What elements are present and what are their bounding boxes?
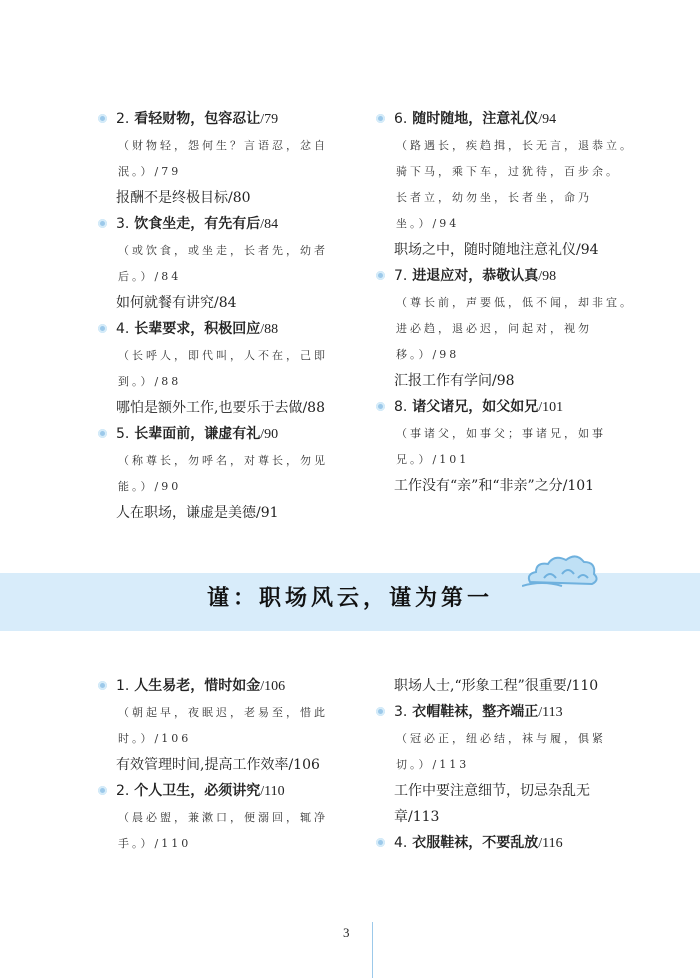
toc-entry[interactable]	[88, 211, 358, 316]
toc-entry-quote: （或饮食，或坐走，长者先，幼者	[118, 244, 328, 257]
toc-entry[interactable]	[366, 394, 636, 499]
toc-entry-number: 2.	[116, 111, 130, 127]
bullet-dot-icon	[98, 786, 107, 795]
bullet-dot-icon	[98, 219, 107, 228]
toc-entry-title: 衣服鞋袜，不要乱放	[412, 835, 539, 851]
toc-entry-quote: 后。）/84	[118, 270, 182, 283]
toc-bottom-left-column	[88, 673, 358, 857]
toc-entry-heading[interactable]	[394, 394, 636, 421]
toc-entry-quote: （长呼人，即代叫，人不在，己即	[118, 349, 328, 362]
toc-entry-quote: （路遇长，疾趋揖，长无言，退恭立。	[396, 139, 634, 152]
toc-entry[interactable]	[88, 316, 358, 421]
toc-subentry[interactable]: 工作中要注意细节，切忌杂乱无	[394, 783, 590, 799]
toc-entry-title: 衣帽鞋袜，整齐端正	[412, 704, 539, 720]
toc-entry-quote: 切。）/113	[396, 758, 470, 771]
toc-entry-page: /94	[538, 112, 557, 127]
toc-continued-line	[366, 673, 636, 699]
toc-subentry[interactable]: 章/113	[394, 809, 440, 825]
toc-entry[interactable]	[88, 421, 358, 526]
toc-entry-number: 6.	[394, 111, 408, 127]
toc-entry-page: /116	[538, 836, 563, 851]
toc-entry-quote: （尊长前，声要低，低不闻，却非宜。	[396, 296, 634, 309]
bullet-dot-icon	[376, 838, 385, 847]
toc-entry-heading[interactable]	[116, 211, 358, 238]
toc-bottom-right-column	[366, 673, 636, 857]
toc-entry-title: 长辈要求，积极回应	[134, 321, 261, 337]
toc-subentry[interactable]: 工作没有“亲”和“非亲”之分/101	[394, 478, 595, 494]
bullet-dot-icon	[98, 681, 107, 690]
toc-entry-page: /113	[538, 705, 563, 720]
toc-entry-title: 人生易老，惜时如金	[134, 678, 261, 694]
toc-entry[interactable]	[88, 673, 358, 778]
toc-entry-number: 4.	[394, 835, 408, 851]
toc-entry-quote: （朝起早，夜眠迟，老易至，惜此	[118, 706, 328, 719]
toc-entry-heading[interactable]	[116, 316, 358, 343]
toc-entry-number: 3.	[116, 216, 130, 232]
toc-entry-quote: 时。）/106	[118, 732, 192, 745]
toc-entry-quote: 进必趋，退必迟，问起对，视勿	[396, 322, 592, 335]
toc-entry-title: 随时随地，注意礼仪	[412, 111, 539, 127]
toc-entry[interactable]	[366, 830, 636, 857]
toc-entry-quote: （冠必正，纽必结，袜与履，俱紧	[396, 732, 606, 745]
toc-entry[interactable]	[366, 699, 636, 830]
toc-entry-quote: 坐。）/94	[396, 217, 460, 230]
toc-entry-heading[interactable]	[116, 778, 358, 805]
toc-entry-quote: （称尊长，勿呼名，对尊长，勿见	[118, 454, 328, 467]
toc-entry-page: /79	[260, 112, 279, 127]
page-number: 3	[343, 925, 350, 940]
toc-entry-quote: 长者立，幼勿坐，长者坐，命乃	[396, 191, 592, 204]
toc-entry-number: 7.	[394, 268, 408, 284]
toc-entry[interactable]	[88, 106, 358, 211]
toc-entry-quote: （财物轻，怨何生？言语忍，忿自	[118, 139, 328, 152]
toc-entry-heading[interactable]	[116, 673, 358, 700]
toc-entry-heading[interactable]	[116, 421, 358, 448]
toc-entry-heading[interactable]	[394, 699, 636, 726]
section-title: 谨：职场风云，谨为第一	[206, 585, 493, 611]
toc-entry-quote: 到。）/88	[118, 375, 182, 388]
toc-entry-quote: 能。）/90	[118, 480, 182, 493]
toc-entry-title: 个人卫生，必须讲究	[134, 783, 261, 799]
toc-subentry[interactable]: 报酬不是终极目标/80	[116, 190, 251, 206]
toc-entry-number: 4.	[116, 321, 130, 337]
toc-entry-title: 进退应对，恭敬认真	[412, 268, 539, 284]
toc-top-right-column	[366, 106, 636, 499]
toc-subentry: 职场人士,“形象工程”很重要/110	[394, 678, 599, 694]
toc-entry-number: 3.	[394, 704, 408, 720]
bullet-dot-icon	[98, 324, 107, 333]
toc-entry-page: /88	[260, 322, 279, 337]
toc-entry-heading[interactable]	[394, 263, 636, 290]
toc-entry[interactable]	[366, 263, 636, 394]
toc-entry-quote: 兄。）/101	[396, 453, 470, 466]
toc-entry-page: /106	[260, 679, 286, 694]
toc-subentry[interactable]: 哪怕是额外工作,也要乐于去做/88	[116, 400, 325, 416]
toc-entry-quote: （事诸父，如事父；事诸兄，如事	[396, 427, 606, 440]
bullet-dot-icon	[376, 271, 385, 280]
toc-entry-heading[interactable]	[394, 830, 636, 857]
toc-entry-quote: 手。）/110	[118, 837, 192, 850]
toc-entry-page: /84	[260, 217, 279, 232]
toc-entry-quote: 移。）/98	[396, 348, 460, 361]
toc-subentry[interactable]: 人在职场，谦虚是美德/91	[116, 505, 279, 521]
bullet-dot-icon	[376, 707, 385, 716]
toc-entry-title: 长辈面前，谦虚有礼	[134, 426, 261, 442]
bullet-dot-icon	[376, 114, 385, 123]
toc-entry-number: 1.	[116, 678, 130, 694]
toc-entry-quote: 骑下马，乘下车，过犹待，百步余。	[396, 165, 620, 178]
toc-entry-title: 看轻财物，包容忍让	[134, 111, 261, 127]
toc-subentry[interactable]: 有效管理时间,提高工作效率/106	[116, 757, 320, 773]
toc-subentry[interactable]: 汇报工作有学问/98	[394, 373, 515, 389]
toc-entry-number: 5.	[116, 426, 130, 442]
toc-entry-page: /90	[260, 427, 279, 442]
toc-entry-title: 饮食坐走，有先有后	[134, 216, 261, 232]
toc-subentry[interactable]: 如何就餐有讲究/84	[116, 295, 237, 311]
toc-entry-number: 8.	[394, 399, 408, 415]
toc-subentry[interactable]: 职场之中，随时随地注意礼仪/94	[394, 242, 599, 258]
toc-entry-page: /101	[538, 400, 564, 415]
toc-entry-page: /110	[260, 784, 285, 799]
toc-entry-number: 2.	[116, 783, 130, 799]
toc-top-left-column	[88, 106, 358, 526]
bullet-dot-icon	[98, 114, 107, 123]
toc-entry-title: 诸父诸兄，如父如兄	[412, 399, 539, 415]
toc-entry[interactable]	[366, 106, 636, 263]
toc-entry-quote: 泯。）/79	[118, 165, 182, 178]
toc-entry[interactable]	[88, 778, 358, 857]
toc-entry-quote: （晨必盥，兼漱口，便溺回，辄净	[118, 811, 328, 824]
bullet-dot-icon	[376, 402, 385, 411]
toc-entry-heading[interactable]	[394, 106, 636, 133]
footer-divider	[372, 922, 373, 978]
toc-entry-heading[interactable]	[116, 106, 358, 133]
bullet-dot-icon	[98, 429, 107, 438]
toc-entry-page: /98	[538, 269, 557, 284]
